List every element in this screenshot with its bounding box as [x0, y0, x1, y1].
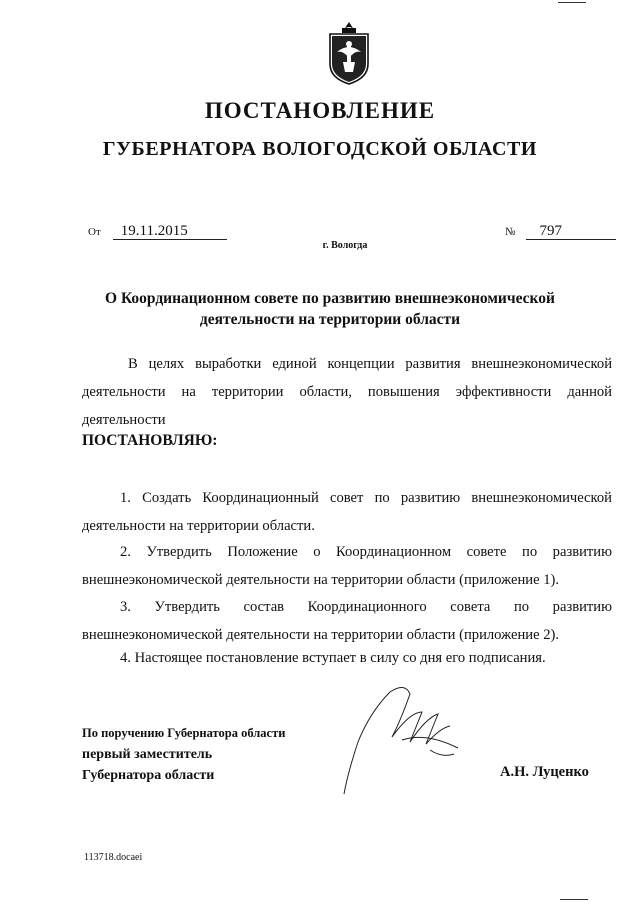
date-prefix: От: [88, 226, 101, 238]
document-heading: [60, 288, 600, 330]
heading-line-1: О Координационном совете по развитию внешнеэкономической: [105, 290, 555, 307]
list-item: 3. Утвердить состав Координационного совета по развитию внешнеэкономической деятельности на территории области (приложение 2).: [82, 599, 612, 643]
city-label: г. Вологда: [322, 240, 368, 251]
signature-block: [82, 723, 285, 786]
signature-line-3: Губернатора области: [82, 768, 215, 783]
decree-word: ПОСТАНОВЛЯЮ:: [82, 432, 218, 449]
signature-line-2: первый заместитель: [82, 747, 213, 762]
document-number: 797: [526, 223, 616, 240]
list-item: 4. Настоящее постановление вступает в силу со дня его подписания.: [120, 650, 546, 666]
number-prefix: №: [505, 226, 516, 238]
document-code: 113718.docaei: [84, 852, 143, 863]
top-corner-mark: [558, 2, 586, 3]
document-title: ПОСТАНОВЛЕНИЕ: [204, 98, 436, 123]
number-block: [505, 222, 616, 240]
coat-of-arms-emblem: [327, 20, 371, 86]
date-block: [88, 222, 227, 240]
signatory-name: А.Н. Луценко: [500, 764, 589, 780]
preamble-paragraph: В целях выработки единой концепции развития внешнеэкономической деятельности на территории области, повышения эффективности данной деятельности: [82, 356, 612, 428]
list-item: 2. Утвердить Положение о Координационном совете по развитию внешнеэкономической деятельности на территории области (приложение 1).: [82, 544, 612, 588]
list-item: 1. Создать Координационный совет по развитию внешнеэкономической деятельности на территории области.: [82, 490, 612, 534]
heading-line-2: деятельности на территории области: [199, 311, 461, 328]
signature-line-1: По поручению Губернатора области: [82, 726, 286, 740]
document-date: 19.11.2015: [113, 223, 227, 240]
bottom-corner-mark: [560, 899, 588, 900]
document-subtitle: ГУБЕРНАТОРА ВОЛОГОДСКОЙ ОБЛАСТИ: [102, 138, 538, 160]
handwritten-signature: [330, 682, 480, 802]
